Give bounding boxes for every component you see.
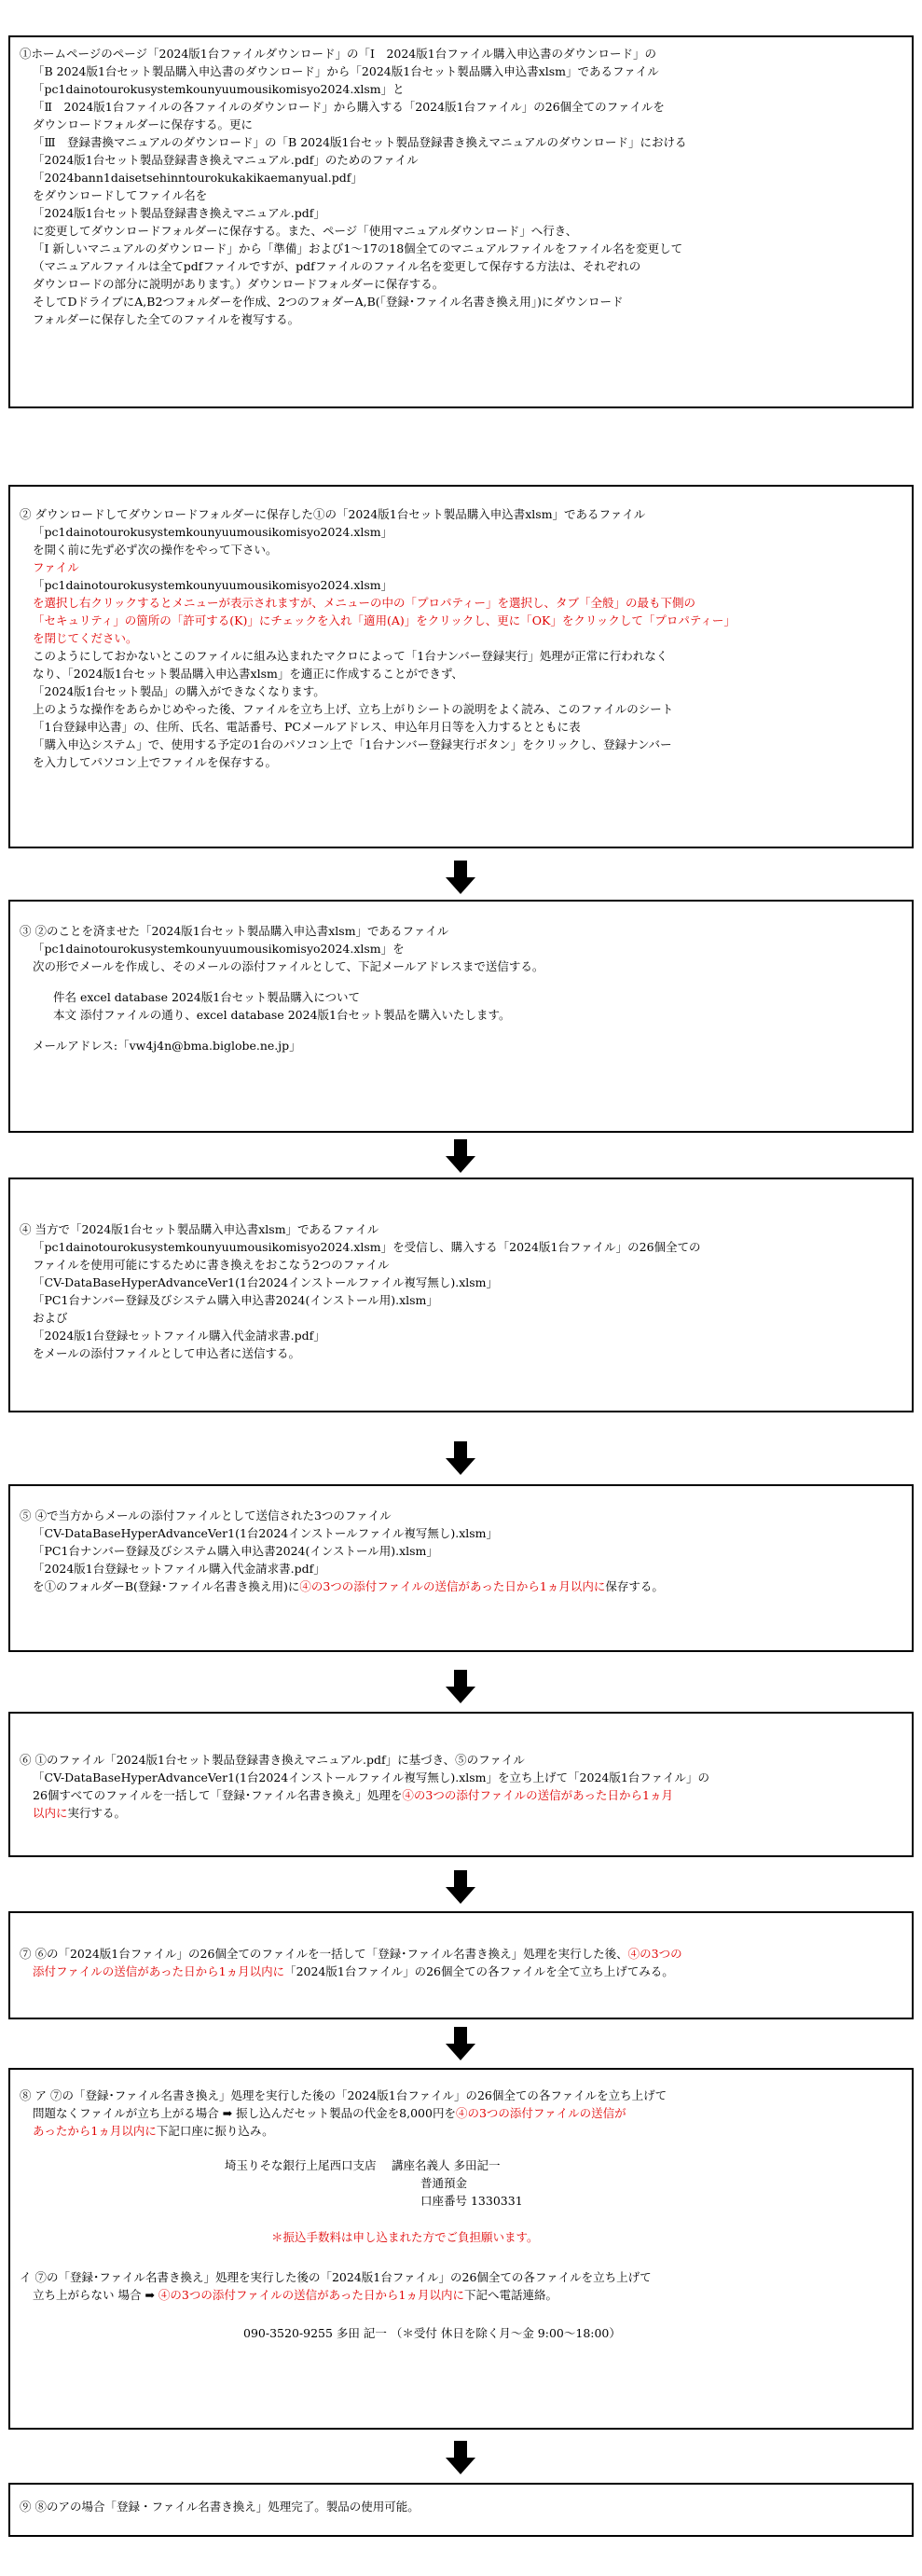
bank-name: 埼玉りそな銀行上尾西口支店 講座名義人 多田記一: [225, 2158, 501, 2172]
deadline-note: 以内に: [33, 1806, 68, 1820]
email-body: 本文 添付ファイルの通り、excel database 2024版1台セット製品を購入いたします。: [53, 1008, 511, 1022]
step-2-filename: 「pc1dainotourokusystemkounyuumousikomisyo2024.xlsm」: [33, 578, 393, 592]
step-1-line: 「Ⅲ 登録書換マニュアルのダウンロード」の「B 2024版1台セット製品登録書き換えマニュアルのダウンロード」における: [33, 135, 687, 149]
step-1-line: ダウンロードフォルダーに保存する。更に: [33, 117, 254, 131]
step-2-line: 上のような操作をあらかじめやった後、ファイルを立ち上げ、立ち上がりシートの説明をよく読み、このファイルのシート: [33, 702, 674, 716]
down-arrow-icon: [446, 1441, 475, 1475]
account-type: 普通預金: [420, 2176, 468, 2190]
deadline-note: ④の3つの添付ファイルの送信があった日から1ヵ月以内に: [158, 2288, 464, 2302]
step-7-text: ⑦ ⑥の「2024版1台ファイル」の26個全てのファイルを一括して「登録･ファイル名書き換え」処理を実行した後、: [20, 1947, 628, 1961]
step-3-line: ③ ②のことを済ませた「2024版1台セット製品購入申込書xlsm」であるファイル: [20, 924, 449, 938]
email-subject: 件名 excel database 2024版1台セット製品購入について: [53, 990, 360, 1004]
step-6-box: [8, 1712, 914, 1857]
step-3-line: 次の形でメールを作成し、そのメールの添付ファイルとして、下記メールアドレスまで送信する。: [33, 959, 544, 973]
email-address: メールアドレス:「vw4j4n@bma.biglobe.ne.jp」: [33, 1039, 301, 1053]
step-9-box: [8, 2483, 914, 2537]
down-arrow-icon: [446, 1139, 475, 1173]
step-8-text: 下記口座に振り込み。: [156, 2124, 274, 2138]
step-4-line: をメールの添付ファイルとして申込者に送信する。: [33, 1346, 301, 1360]
step-5-box: [8, 1484, 914, 1652]
step-1-box: [8, 35, 914, 408]
step-1-line: に変更してダウンロードフォルダーに保存する。また、ページ「使用マニュアルダウンロード」へ行き、: [33, 224, 578, 238]
step-5-text: を①のフォルダーB(登録･ファイル名書き換え用)に: [33, 1579, 300, 1593]
down-arrow-icon: [446, 861, 475, 894]
step-1-text: [20, 45, 902, 328]
step-1-line: ダウンロードの部分に説明があります。）ダウンロードフォルダーに保存する。: [33, 277, 445, 291]
step-1-line: フォルダーに保存した全てのファイルを複写する。: [33, 312, 300, 326]
deadline-note: ④の3つの添付ファイルの送信があった日から1ヵ月: [402, 1788, 673, 1802]
step-1-line: 「B 2024版1台セット製品購入申込書のダウンロード」から「2024版1台セット製品購入申込書xlsm」であるファイル: [33, 64, 659, 78]
step-6-line: 「CV-DataBaseHyperAdvanceVer1(1台2024インストールファイル複写無し).xlsm」を立ち上げて「2024版1台ファイル」の: [33, 1770, 710, 1784]
step-9-line: ⑨ ⑧のアの場合「登録・ファイル名書き換え」処理完了。製品の使用可能。: [20, 2500, 420, 2514]
step-2-line: 「1台登録申込書」の、住所、氏名、電話番号、PCメールアドレス、申込年月日等を入力するとともに表: [33, 720, 581, 734]
step-4-line: ④ 当方で「2024版1台セット製品購入申込書xlsm」であるファイル: [20, 1222, 379, 1236]
phone-contact: 090-3520-9255 多田 記一 （＊受付 休日を除く月～金 9:00～18:00）: [243, 2326, 621, 2340]
step-8-box: [8, 2068, 914, 2430]
step-1-line: 「pc1dainotourokusystemkounyuumousikomisyo2024.xlsm」と: [33, 82, 405, 96]
deadline-note: 添付ファイルの送信があった日から1ヵ月以内に: [33, 1964, 285, 1978]
step-5-line: [20, 1577, 902, 1595]
step-7-line: [20, 1963, 902, 1980]
step-1-line: ①ホームページのページ「2024版1台ファイルダウンロード」の「Ⅰ 2024版1台ファイル購入申込書のダウンロード」の: [20, 47, 656, 61]
step-3-line: 「pc1dainotourokusystemkounyuumousikomisyo2024.xlsm」を: [33, 942, 405, 956]
step-6-line: [20, 1786, 902, 1804]
step-4-line: 「pc1dainotourokusystemkounyuumousikomisyo2024.xlsm」を受信し、購入する「2024版1台ファイル」の26個全ての: [33, 1240, 701, 1254]
step-4-line: 「PC1台ナンバー登録及びシステム購入申込書2024(インストール用).xlsm」: [33, 1293, 438, 1307]
step-6-text: 実行する。: [67, 1806, 127, 1820]
step-1-line: 「Ⅰ 新しいマニュアルのダウンロード」から「準備」および1～17の18個全てのマニュアルファイルをファイル名を変更して: [33, 241, 683, 255]
step-2-line: 「2024版1台セット製品」の購入ができなくなります。: [33, 684, 325, 698]
deadline-note: ④の3つの添付ファイルの送信が: [455, 2106, 626, 2120]
step-5-line: 「PC1台ナンバー登録及びシステム購入申込書2024(インストール用).xlsm」: [33, 1544, 438, 1558]
step-7-line: [20, 1945, 902, 1963]
account-number: 口座番号 1330331: [420, 2194, 523, 2208]
deadline-note: ④の3つの添付ファイルの送信があった日から1ヵ月以内に: [299, 1579, 606, 1593]
step-4-line: 「2024版1台登録セットファイル購入代金請求書.pdf」: [33, 1329, 325, 1343]
step-1-line: 「2024bann1daisetsehinntourokukakikaemanyual.pdf」: [33, 171, 363, 185]
step-2-box: [8, 485, 914, 848]
step-2-line: 「pc1dainotourokusystemkounyuumousikomisyo2024.xlsm」: [33, 525, 393, 539]
step-2-line-red: 「セキュリティ」の箇所の「許可する(K)」にチェックを入れ「適用(A)」をクリックし、更に「OK」をクリックして「プロパティー」: [33, 613, 736, 627]
step-8-line: イ ⑦の「登録･ファイル名書き換え」処理を実行した後の「2024版1台ファイル」の26個全ての各ファイルを立ち上げて: [20, 2270, 652, 2284]
step-2-line-red: ファイル: [33, 560, 79, 574]
step-6-line: [20, 1804, 902, 1822]
step-1-line: をダウンロードしてファイル名を: [33, 188, 208, 202]
step-2-line: ② ダウンロードしてダウンロードフォルダーに保存した①の「2024版1台セット製品購入申込書xlsm」であるファイル: [20, 507, 646, 521]
step-4-box: [8, 1178, 914, 1412]
step-1-line: そしてDドライブにA,B2つフォルダーを作成、2つのフォダーA,B(「登録･ファイル名書き換え用」)にダウンロード: [33, 295, 624, 309]
step-2-line-red: を閉じてください。: [33, 631, 138, 645]
down-arrow-icon: [446, 1670, 475, 1703]
step-5-line: ⑤ ④で当方からメールの添付ファイルとして送信された3つのファイル: [20, 1508, 392, 1522]
down-arrow-icon: [446, 2441, 475, 2474]
step-8-line: [20, 2286, 902, 2304]
step-2-line-red: を選択し右クリックするとメニューが表示されますが、メニューの中の「プロパティー」を選択し、タブ「全般」の最も下側の: [33, 596, 696, 610]
step-7-text: 「2024版1台ファイル」の26個全ての各ファイルを全て立ち上げてみる。: [284, 1964, 674, 1978]
step-1-line: 「Ⅱ 2024版1台ファイルの各ファイルのダウンロード」から購入する「2024版1台ファイル」の26個全てのファイルを: [33, 100, 665, 114]
down-arrow-icon: [446, 2027, 475, 2060]
step-4-line: および: [33, 1311, 68, 1325]
step-1-line: 「2024版1台セット製品登録書き換えマニュアル.pdf」のためのファイル: [33, 153, 419, 167]
fee-note: ＊振込手数料は申し込まれた方でご負担願います。: [271, 2230, 539, 2244]
step-1-line: 「2024版1台セット製品登録書き換えマニュアル.pdf」: [33, 206, 325, 220]
step-6-text: 26個すべてのファイルを一括して「登録･ファイル名書き換え」処理を: [33, 1788, 403, 1802]
step-6-line: ⑥ ①のファイル「2024版1台セット製品登録書き換えマニュアル.pdf」に基づき、⑤のファイル: [20, 1753, 525, 1767]
step-2-line: を入力してパソコン上でファイルを保存する。: [33, 755, 278, 769]
deadline-note: ④の3つの: [627, 1947, 682, 1961]
step-2-line: を開く前に先ず必ず次の操作をやって下さい。: [33, 543, 278, 557]
step-8-line: ⑧ ア ⑦の「登録･ファイル名書き換え」処理を実行した後の「2024版1台ファイル」の26個全ての各ファイルを立ち上げて: [20, 2088, 667, 2102]
step-7-box: [8, 1911, 914, 2019]
step-4-line: 「CV-DataBaseHyperAdvanceVer1(1台2024インストールファイル複写無し).xlsm」: [33, 1275, 499, 1289]
down-arrow-icon: [446, 1870, 475, 1904]
step-4-line: ファイルを使用可能にするために書き換えをおこなう2つのファイル: [33, 1258, 390, 1272]
step-5-line: 「2024版1台登録セットファイル購入代金請求書.pdf」: [33, 1562, 325, 1576]
step-2-line: 「購入申込システム」で、使用する予定の1台のパソコン上で「1台ナンバー登録実行ボタン」をクリックし、登録ナンバー: [33, 737, 672, 751]
step-8-text: 下記へ電話連絡。: [463, 2288, 557, 2302]
step-2-line: このようにしておかないとこのファイルに組み込まれたマクロによって「1台ナンバー登録実行」処理が正常に行われなく: [33, 649, 668, 663]
step-8-text: 立ち上がらない 場合 ➡: [33, 2288, 158, 2302]
step-5-text: 保存する。: [605, 1579, 664, 1593]
step-8-text: 問題なくファイルが立ち上がる場合 ➡ 振し込んだセット製品の代金を8,000円を: [33, 2106, 456, 2120]
step-1-line: （マニュアルファイルは全てpdfファイルですが、pdfファイルのファイル名を変更して保存する方法は、それぞれの: [33, 259, 641, 273]
step-2-line: なり、「2024版1台セット製品購入申込書xlsm」を適正に作成することができず、: [33, 667, 463, 681]
step-8-line: [20, 2122, 902, 2140]
step-5-line: 「CV-DataBaseHyperAdvanceVer1(1台2024インストールファイル複写無し).xlsm」: [33, 1526, 499, 1540]
step-3-box: [8, 900, 914, 1133]
step-8-line: [20, 2104, 902, 2122]
deadline-note: あったから1ヵ月以内に: [33, 2124, 157, 2138]
